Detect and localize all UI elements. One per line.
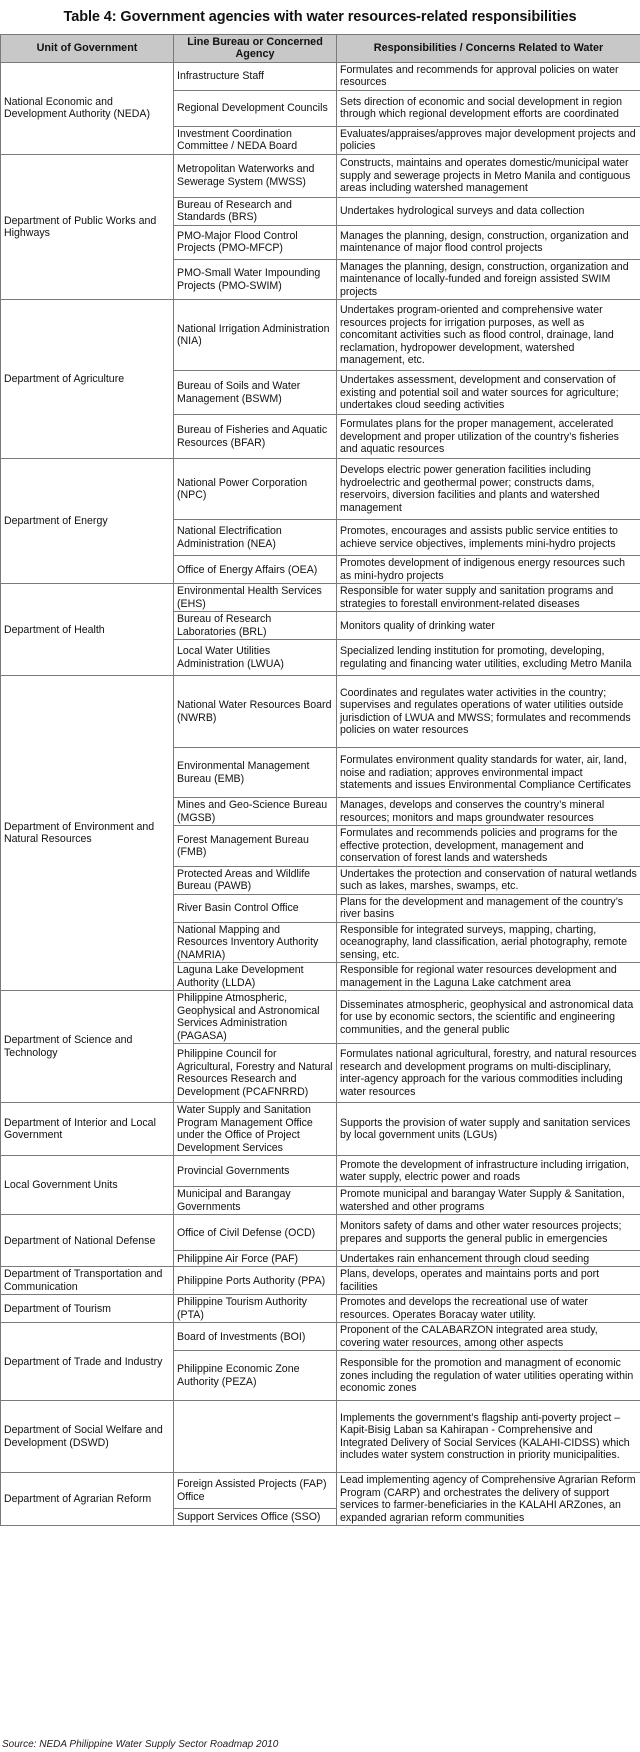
agency-cell: PMO-Major Flood Control Projects (PMO-MFCP): [174, 225, 337, 259]
agency-cell: National Irrigation Administration (NIA): [174, 300, 337, 371]
responsibility-cell: Supports the provision of water supply and sanitation services by local government units (LGUs): [337, 1103, 640, 1156]
unit-cell: National Economic and Development Authority (NEDA): [1, 62, 174, 154]
agency-cell: National Mapping and Resources Inventory Authority (NAMRIA): [174, 922, 337, 963]
table-title: Table 4: Government agencies with water resources-related responsibilities: [63, 9, 577, 25]
agency-cell: Office of Energy Affairs (OEA): [174, 556, 337, 584]
unit-cell: Department of Interior and Local Government: [1, 1103, 174, 1156]
table-row: [1, 1473, 640, 1509]
unit-cell: Department of Transportation and Communication: [1, 1267, 174, 1295]
agency-cell: Regional Development Councils: [174, 90, 337, 126]
agency-cell: Philippine Atmospheric, Geophysical and Astronomical Services Administration (PAGASA): [174, 991, 337, 1044]
responsibility-cell: Responsible for water supply and sanitation programs and strategies to forestall environment-related diseases: [337, 584, 640, 612]
agency-cell: PMO-Small Water Impounding Projects (PMO-SWIM): [174, 259, 337, 300]
header-responsibilities: Responsibilities / Concerns Related to Water: [337, 35, 640, 63]
unit-cell: Department of Science and Technology: [1, 991, 174, 1103]
table-row: [1, 1401, 640, 1473]
agency-cell: Local Water Utilities Administration (LWUA): [174, 640, 337, 676]
agency-cell: Laguna Lake Development Authority (LLDA): [174, 963, 337, 991]
table-row: [1, 1103, 640, 1156]
agency-cell: Water Supply and Sanitation Program Management Office under the Office of Project Development Services: [174, 1103, 337, 1156]
table-row: [1, 459, 640, 520]
agency-cell: Mines and Geo-Science Bureau (MGSB): [174, 798, 337, 826]
agency-cell: Bureau of Research Laboratories (BRL): [174, 612, 337, 640]
agency-cell: Investment Coordination Committee / NEDA Board: [174, 126, 337, 154]
agency-cell: National Water Resources Board (NWRB): [174, 676, 337, 748]
unit-cell: Department of Environment and Natural Resources: [1, 676, 174, 991]
agency-cell: Philippine Tourism Authority (PTA): [174, 1295, 337, 1323]
agency-cell: River Basin Control Office: [174, 894, 337, 922]
source-note: Source: NEDA Philippine Water Supply Sector Roadmap 2010: [2, 1739, 279, 1750]
responsibility-cell: Promote municipal and barangay Water Supply & Sanitation, watershed and other programs: [337, 1187, 640, 1215]
unit-cell: Department of National Defense: [1, 1215, 174, 1267]
responsibility-cell: Formulates national agricultural, forestry, and natural resources research and development programs on multi-disciplinary, inter-agency approach for the various commodities including water resources: [337, 1044, 640, 1103]
table-row: [1, 1156, 640, 1187]
unit-cell: Department of Health: [1, 584, 174, 676]
responsibility-cell: Lead implementing agency of Comprehensive Agrarian Reform Program (CARP) and orchestrates the delivery of support services to farmer-beneficiaries in the KALAHI ARZones, an expanded agrarian reform communities: [337, 1473, 640, 1526]
table-row: [1, 676, 640, 748]
responsibility-cell: Evaluates/appraises/approves major development projects and policies: [337, 126, 640, 154]
responsibility-cell: Plans for the development and management of the country’s river basins: [337, 894, 640, 922]
agency-cell: Municipal and Barangay Governments: [174, 1187, 337, 1215]
responsibility-cell: Formulates plans for the proper management, accelerated development and proper utilization of the country’s fisheries and aquatic resources: [337, 415, 640, 459]
unit-cell: Department of Social Welfare and Development (DSWD): [1, 1401, 174, 1473]
header-unit: Unit of Government: [1, 35, 174, 63]
responsibility-cell: Responsible for the promotion and managment of economic zones including the regulation of water utilities operating within economic zones: [337, 1351, 640, 1401]
responsibility-cell: Responsible for regional water resources development and management in the Laguna Lake catchment area: [337, 963, 640, 991]
header-row: [1, 35, 640, 63]
unit-cell: Department of Agriculture: [1, 300, 174, 459]
agency-cell: Philippine Council for Agricultural, Forestry and Natural Resources Research and Development (PCAFNRRD): [174, 1044, 337, 1103]
responsibility-cell: Undertakes rain enhancement through cloud seeding: [337, 1251, 640, 1267]
responsibility-cell: Undertakes the protection and conservation of natural wetlands such as lakes, marshes, swamps, etc.: [337, 866, 640, 894]
table-row: [1, 300, 640, 371]
responsibility-cell: Monitors safety of dams and other water resources projects; prepares and supports the general public in emergencies: [337, 1215, 640, 1251]
responsibility-cell: Promotes and develops the recreational use of water resources. Operates Boracay water utility.: [337, 1295, 640, 1323]
agency-cell: Philippine Economic Zone Authority (PEZA): [174, 1351, 337, 1401]
agency-cell: Provincial Governments: [174, 1156, 337, 1187]
agency-cell: Environmental Management Bureau (EMB): [174, 748, 337, 798]
table-row: [1, 1267, 640, 1295]
agency-cell: Foreign Assisted Projects (FAP) Office: [174, 1473, 337, 1509]
responsibility-cell: Constructs, maintains and operates domestic/municipal water supply and sewerage projects in Metro Manila and contiguous areas including watershed management: [337, 154, 640, 197]
unit-cell: Department of Public Works and Highways: [1, 154, 174, 300]
agency-cell: Metropolitan Waterworks and Sewerage System (MWSS): [174, 154, 337, 197]
agency-cell: [174, 1401, 337, 1473]
responsibility-cell: Promote the development of infrastructure including irrigation, water supply, electric power and roads: [337, 1156, 640, 1187]
agency-cell: Support Services Office (SSO): [174, 1509, 337, 1526]
table-row: [1, 1295, 640, 1323]
agency-cell: Philippine Ports Authority (PPA): [174, 1267, 337, 1295]
agency-cell: Infrastructure Staff: [174, 62, 337, 90]
agency-cell: National Power Corporation (NPC): [174, 459, 337, 520]
responsibility-cell: Sets direction of economic and social development in region through which regional development efforts are coordinated: [337, 90, 640, 126]
unit-cell: Department of Energy: [1, 459, 174, 584]
unit-cell: Department of Tourism: [1, 1295, 174, 1323]
table-row: [1, 1215, 640, 1251]
table-row: [1, 991, 640, 1044]
table-row: [1, 584, 640, 612]
responsibility-cell: Responsible for integrated surveys, mapping, charting, oceanography, land classification, aerial photography, remote sensing, etc.: [337, 922, 640, 963]
responsibility-cell: Formulates and recommends policies and programs for the effective protection, development, management and conservation of forest lands and watersheds: [337, 826, 640, 867]
table-body: [1, 62, 640, 1526]
responsibility-cell: Manages the planning, design, construction, organization and maintenance of major flood control projects: [337, 225, 640, 259]
responsibility-cell: Disseminates atmospheric, geophysical and astronomical data for use by economic sectors, the scientific and engineering communities, and the general public: [337, 991, 640, 1044]
agency-cell: Office of Civil Defense (OCD): [174, 1215, 337, 1251]
agency-cell: Environmental Health Services (EHS): [174, 584, 337, 612]
responsibility-cell: Proponent of the CALABARZON integrated area study, covering water resources, among other aspects: [337, 1323, 640, 1351]
responsibility-cell: Plans, develops, operates and maintains ports and port facilities: [337, 1267, 640, 1295]
responsibility-cell: Formulates and recommends for approval policies on water resources: [337, 62, 640, 90]
responsibility-cell: Formulates environment quality standards for water, air, land, noise and radiation; approves environmental impact statements and issues Environmental Compliance Certificates: [337, 748, 640, 798]
responsibility-cell: Manages, develops and conserves the country’s mineral resources; monitors and maps groundwater resources: [337, 798, 640, 826]
agency-cell: Protected Areas and Wildlife Bureau (PAWB): [174, 866, 337, 894]
agency-cell: Forest Management Bureau (FMB): [174, 826, 337, 867]
responsibility-cell: Promotes, encourages and assists public service entities to achieve service objectives, implements mini-hydro projects: [337, 520, 640, 556]
agency-cell: Bureau of Research and Standards (BRS): [174, 197, 337, 225]
unit-cell: Department of Trade and Industry: [1, 1323, 174, 1401]
responsibility-cell: Promotes development of indigenous energy resources such as mini-hydro projects: [337, 556, 640, 584]
agency-cell: Bureau of Soils and Water Management (BSWM): [174, 371, 337, 415]
responsibility-cell: Develops electric power generation facilities including hydroelectric and geothermal power; constructs dams, reservoirs, diversion facilities and plants and watershed management: [337, 459, 640, 520]
responsibility-cell: Specialized lending institution for promoting, developing, regulating and financing water utilities, excluding Metro Manila: [337, 640, 640, 676]
responsibility-cell: Implements the government’s flagship anti-poverty project – Kapit-Bisig Laban sa Kahirapan - Comprehensive and Integrated Delivery of Social Services (KALAHI-CIDSS) which includes water system construction in priority municipalities.: [337, 1401, 640, 1473]
responsibility-cell: Undertakes hydrological surveys and data collection: [337, 197, 640, 225]
header-agency: Line Bureau or Concerned Agency: [174, 35, 337, 63]
agencies-table: [0, 34, 640, 1526]
table-row: [1, 1323, 640, 1351]
agency-cell: Philippine Air Force (PAF): [174, 1251, 337, 1267]
table-row: [1, 154, 640, 197]
responsibility-cell: Manages the planning, design, construction, organization and maintenance of locally-funded and foreign assisted SWIM projects: [337, 259, 640, 300]
agency-cell: Bureau of Fisheries and Aquatic Resources (BFAR): [174, 415, 337, 459]
unit-cell: Department of Agrarian Reform: [1, 1473, 174, 1526]
responsibility-cell: Undertakes assessment, development and conservation of existing and potential soil and water sources for agriculture; undertakes cloud seeding activities: [337, 371, 640, 415]
table-row: [1, 62, 640, 90]
agency-cell: Board of Investments (BOI): [174, 1323, 337, 1351]
responsibility-cell: Undertakes program-oriented and comprehensive water resources projects for irrigation purposes, as well as concomitant activities such as flood control, drainage, land reclamation, hydropower development, watershed management, etc.: [337, 300, 640, 371]
responsibility-cell: Coordinates and regulates water activities in the country; supervises and regulates operations of water utilities outside jurisdiction of LWUA and MWSS; formulates and recommends policies on water resources: [337, 676, 640, 748]
unit-cell: Local Government Units: [1, 1156, 174, 1215]
agency-cell: National Electrification Administration (NEA): [174, 520, 337, 556]
responsibility-cell: Monitors quality of drinking water: [337, 612, 640, 640]
